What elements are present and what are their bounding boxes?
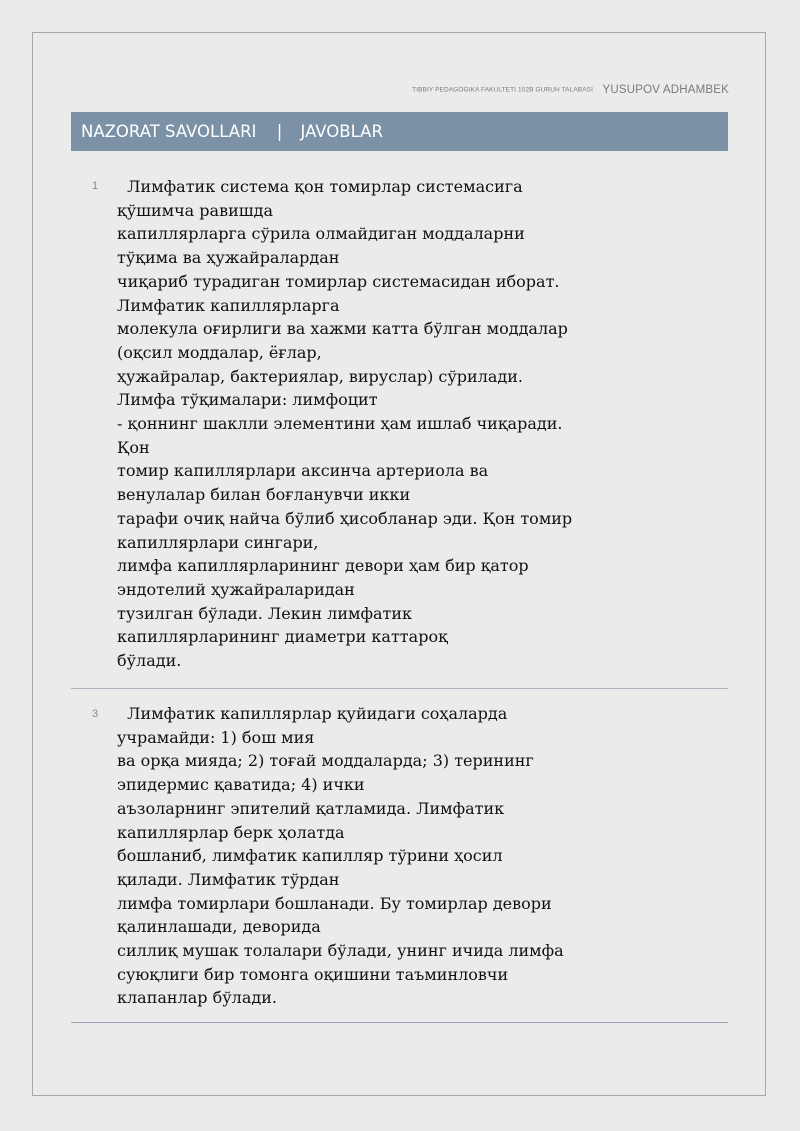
running-header bbox=[412, 81, 729, 99]
document-page bbox=[32, 32, 766, 1096]
author-affiliation: TIBBIY PEDAGOGIKA FAKULTETI 102B GURUH TALABASI bbox=[412, 86, 593, 94]
answer-number: 1 bbox=[92, 180, 99, 192]
answer-block bbox=[71, 689, 728, 1023]
title-separator: | bbox=[276, 122, 283, 141]
section-title-left: NAZORAT SAVOLLARI bbox=[81, 122, 257, 141]
answer-text: Лимфатик система қон томирлар системасига қўшимча равишда капиллярларга сўрила олмайдиган моддаларни тўқима ва ҳужайралардан чиқариб турадиган томирлар системасидан иборат. Лимфатик капиллярларга молекула оғирлиги ва хажми катта бўлган моддалар (оқсил моддалар, ёғлар, ҳужайралар, бактериялар, вируслар) сўрилади. Лимфа тўқималари: лимфоцит - қоннинг шаклли элементини ҳам ишлаб чиқаради. Қон томир капиллярлари аксинча артериола ва венулалар билан боғланувчи икки тарафи очиқ найча бўлиб ҳисобланар эди. Қон томир капиллярлари сингари, лимфа капиллярларининг девори ҳам бир қатор эндотелий ҳужайраларидан тузилган бўлади. Лекин лимфатик капиллярларининг диаметри каттароқ бўлади. bbox=[117, 177, 573, 671]
section-title-bar bbox=[71, 112, 728, 151]
answer-number: 3 bbox=[92, 708, 99, 720]
author-name: YUSUPOV ADHAMBEK bbox=[602, 83, 729, 96]
answer-text: Лимфатик капиллярлар қуйидаги соҳаларда учрамайди: 1) бош мия ва орқа мияда; 2) тоғай моддаларда; 3) терининг эпидермис қаватида; 4) ички аъзоларнинг эпителий қатламида. Лимфатик капиллярлар берк ҳолатда бошланиб, лимфатик капилляр тўрини ҳосил қилади. Лимфатик тўрдан лимфа томирлари бошланади. Бу томирлар девори қалинлашади, деворида силлиқ мушак толалари бўлади, унинг ичида лимфа суюқлиги бир томонга оқишини таъминловчи клапанлар бўлади. bbox=[117, 704, 564, 1008]
section-title-right: JAVOBLAR bbox=[300, 122, 383, 141]
answer-block bbox=[71, 152, 728, 689]
